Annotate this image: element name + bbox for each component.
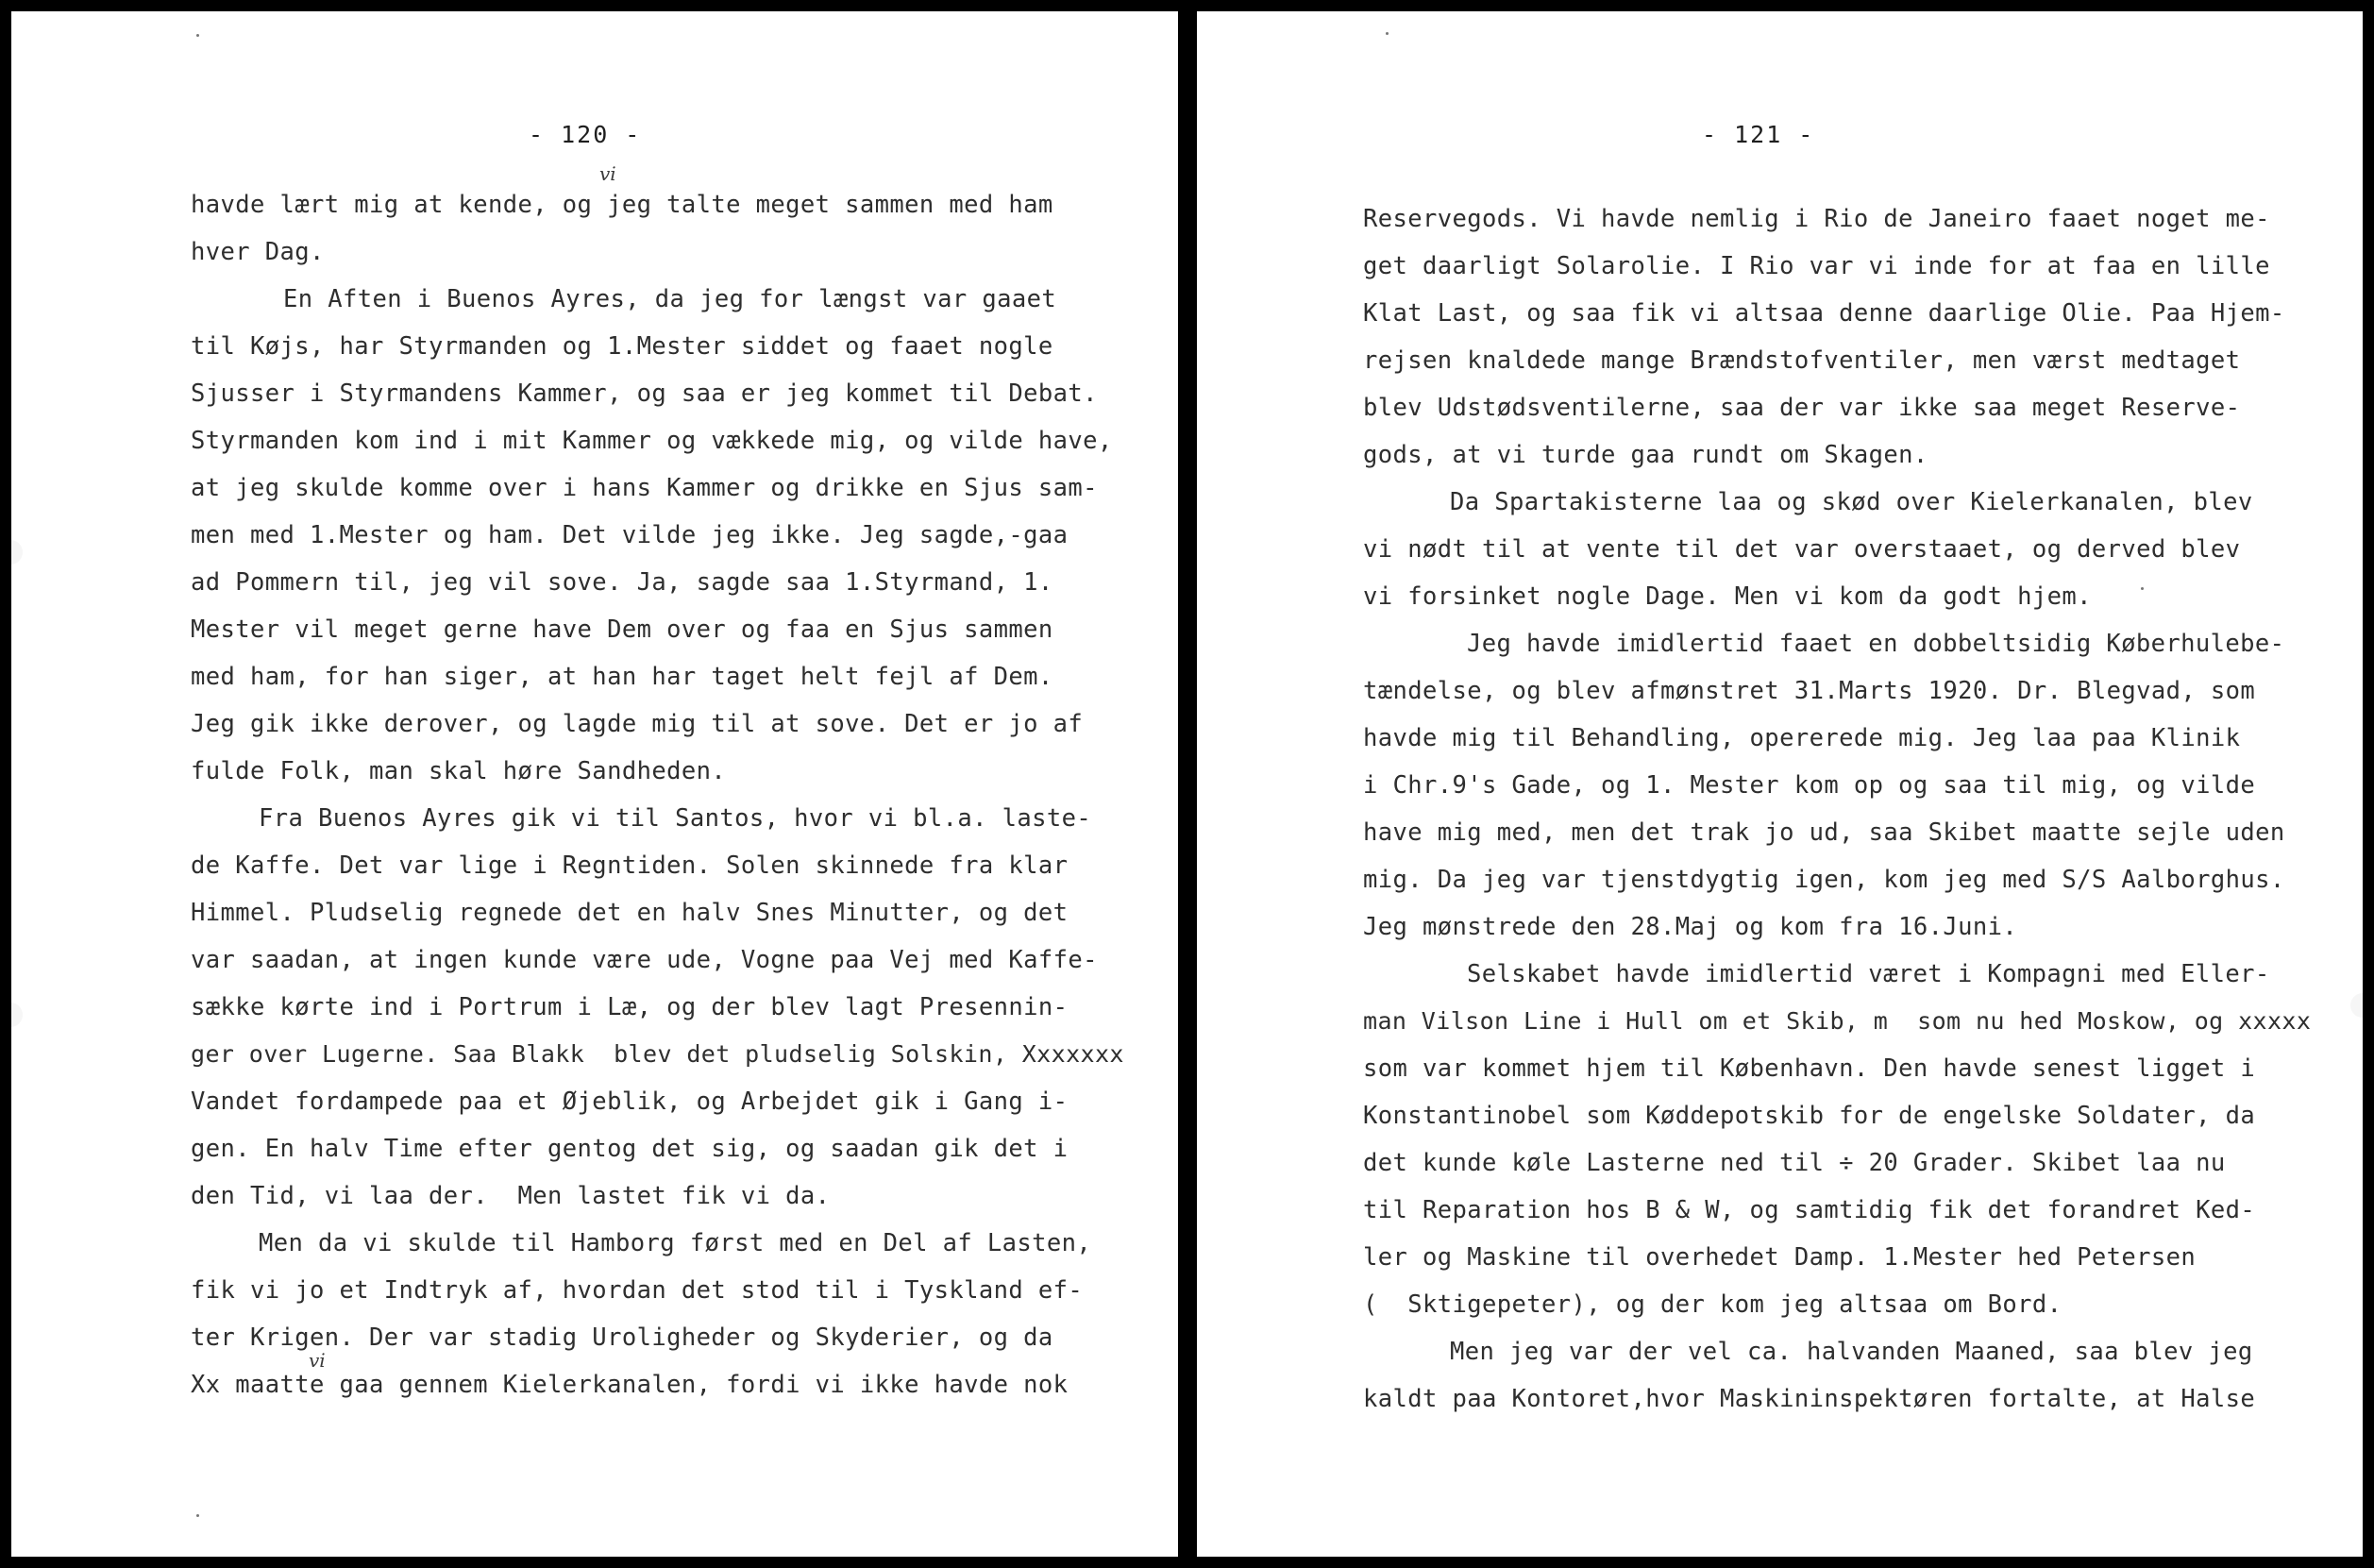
text-line: vi nødt til at vente til det var overstaaet, og derved blev xyxy=(1363,535,2241,564)
text-line: ler og Maskine til overhedet Damp. 1.Mester hed Petersen xyxy=(1363,1243,2197,1272)
text-line: det kunde køle Lasterne ned til ÷ 20 Grader. Skibet laa nu xyxy=(1363,1149,2226,1177)
text-line: Men da vi skulde til Hamborg først med en Del af Lasten, xyxy=(259,1229,1092,1257)
text-line: tændelse, og blev afmønstret 31.Marts 1920. Dr. Blegvad, som xyxy=(1363,677,2256,705)
text-line: rejsen knaldede mange Brændstofventiler, men værst medtaget xyxy=(1363,346,2241,375)
text-line: den Tid, vi laa der. Men lastet fik vi da. xyxy=(191,1182,831,1210)
text-line: Mester vil meget gerne have Dem over og faa en Sjus sammen xyxy=(191,615,1053,644)
right-page xyxy=(1197,11,2363,1557)
text-line: havde mig til Behandling, opererede mig. Jeg laa paa Klinik xyxy=(1363,724,2241,752)
text-line: de Kaffe. Det var lige i Regntiden. Solen skinnede fra klar xyxy=(191,851,1069,880)
text-line: man Vilson Line i Hull om et Skib, m som nu hed Moskow, og xxxxx xyxy=(1363,1007,2312,1035)
text-line: gen. En halv Time efter gentog det sig, og saadan gik det i xyxy=(191,1135,1069,1163)
text-line: at jeg skulde komme over i hans Kammer og drikke en Sjus sam- xyxy=(191,474,1098,502)
handwritten-insertion: vi xyxy=(309,1349,326,1372)
paper-speck xyxy=(2141,587,2144,590)
paper-speck xyxy=(196,1514,199,1517)
text-line: mig. Da jeg var tjenstdygtig igen, kom jeg med S/S Aalborghus. xyxy=(1363,866,2285,894)
text-line: Reservegods. Vi havde nemlig i Rio de Janeiro faaet noget me- xyxy=(1363,205,2270,233)
text-line: Selskabet havde imidlertid været i Kompagni med Eller- xyxy=(1467,960,2270,988)
text-line: vi forsinket nogle Dage. Men vi kom da godt hjem. xyxy=(1363,582,2092,611)
text-line: i Chr.9's Gade, og 1. Mester kom op og saa til mig, og vilde xyxy=(1363,771,2256,800)
text-line: havde lært mig at kende, og jeg talte meget sammen med ham xyxy=(191,191,1053,219)
text-line: var saadan, at ingen kunde være ude, Vogne paa Vej med Kaffe- xyxy=(191,946,1098,974)
punch-hole xyxy=(2350,993,2363,1018)
text-line: men med 1.Mester og ham. Det vilde jeg ikke. Jeg sagde,-gaa xyxy=(191,521,1069,549)
text-line: have mig med, men det trak jo ud, saa Skibet maatte sejle uden xyxy=(1363,818,2285,847)
text-line: fulde Folk, man skal høre Sandheden. xyxy=(191,757,727,785)
text-line: Jeg havde imidlertid faaet en dobbeltsidig Køberhulebe- xyxy=(1467,630,2285,658)
paper-speck xyxy=(196,34,199,37)
text-line: Konstantinobel som Køddepotskib for de engelske Soldater, da xyxy=(1363,1102,2256,1130)
text-line: med ham, for han siger, at han har taget helt fejl af Dem. xyxy=(191,663,1053,691)
text-line: Jeg gik ikke derover, og lagde mig til at sove. Det er jo af xyxy=(191,710,1084,738)
left-page xyxy=(11,11,1178,1557)
text-line: ( Sktigepeter), og der kom jeg altsaa om Bord. xyxy=(1363,1290,2063,1319)
text-line: hver Dag. xyxy=(191,238,325,266)
text-line: blev Udstødsventilerne, saa der var ikke saa meget Reserve- xyxy=(1363,394,2241,422)
punch-hole xyxy=(11,540,23,565)
text-line: En Aften i Buenos Ayres, da jeg for længst var gaaet xyxy=(283,285,1057,313)
text-line: fik vi jo et Indtryk af, hvordan det stod til i Tyskland ef- xyxy=(191,1276,1084,1305)
page-number: - 120 - xyxy=(529,121,642,148)
text-line: kaldt paa Kontoret,hvor Maskininspektøren fortalte, at Halse xyxy=(1363,1385,2256,1413)
text-line: Sjusser i Styrmandens Kammer, og saa er jeg kommet til Debat. xyxy=(191,379,1098,408)
text-line: Klat Last, og saa fik vi altsaa denne daarlige Olie. Paa Hjem- xyxy=(1363,299,2285,328)
text-line: Vandet fordampede paa et Øjeblik, og Arbejdet gik i Gang i- xyxy=(191,1087,1069,1116)
paper-speck xyxy=(1386,32,1389,35)
text-line: til Køjs, har Styrmanden og 1.Mester siddet og faaet nogle xyxy=(191,332,1053,361)
text-line: Xx maatte gaa gennem Kielerkanalen, fordi vi ikke havde nok xyxy=(191,1371,1069,1399)
text-line: sække kørte ind i Portrum i Læ, og der blev lagt Presennin- xyxy=(191,993,1069,1021)
text-line: ger over Lugerne. Saa Blakk blev det pludselig Solskin, Xxxxxxx xyxy=(191,1040,1124,1068)
handwritten-insertion: vi xyxy=(599,162,616,185)
text-line: Men jeg var der vel ca. halvanden Maaned, saa blev jeg xyxy=(1450,1338,2253,1366)
text-line: Styrmanden kom ind i mit Kammer og vækkede mig, og vilde have, xyxy=(191,427,1113,455)
text-line: til Reparation hos B & W, og samtidig fik det forandret Ked- xyxy=(1363,1196,2256,1224)
punch-hole xyxy=(11,1003,23,1027)
text-line: get daarligt Solarolie. I Rio var vi inde for at faa en lille xyxy=(1363,252,2270,280)
text-line: gods, at vi turde gaa rundt om Skagen. xyxy=(1363,441,1928,469)
text-line: ad Pommern til, jeg vil sove. Ja, sagde saa 1.Styrmand, 1. xyxy=(191,568,1053,597)
text-line: Himmel. Pludselig regnede det en halv Snes Minutter, og det xyxy=(191,899,1069,927)
text-line: som var kommet hjem til København. Den havde senest ligget i xyxy=(1363,1054,2256,1083)
text-line: Da Spartakisterne laa og skød over Kielerkanalen, blev xyxy=(1450,488,2253,516)
text-line: Fra Buenos Ayres gik vi til Santos, hvor vi bl.a. laste- xyxy=(259,804,1092,833)
text-line: Jeg mønstrede den 28.Maj og kom fra 16.Juni. xyxy=(1363,913,2018,941)
text-line: ter Krigen. Der var stadig Uroligheder og Skyderier, og da xyxy=(191,1324,1053,1352)
page-number: - 121 - xyxy=(1702,121,1815,148)
